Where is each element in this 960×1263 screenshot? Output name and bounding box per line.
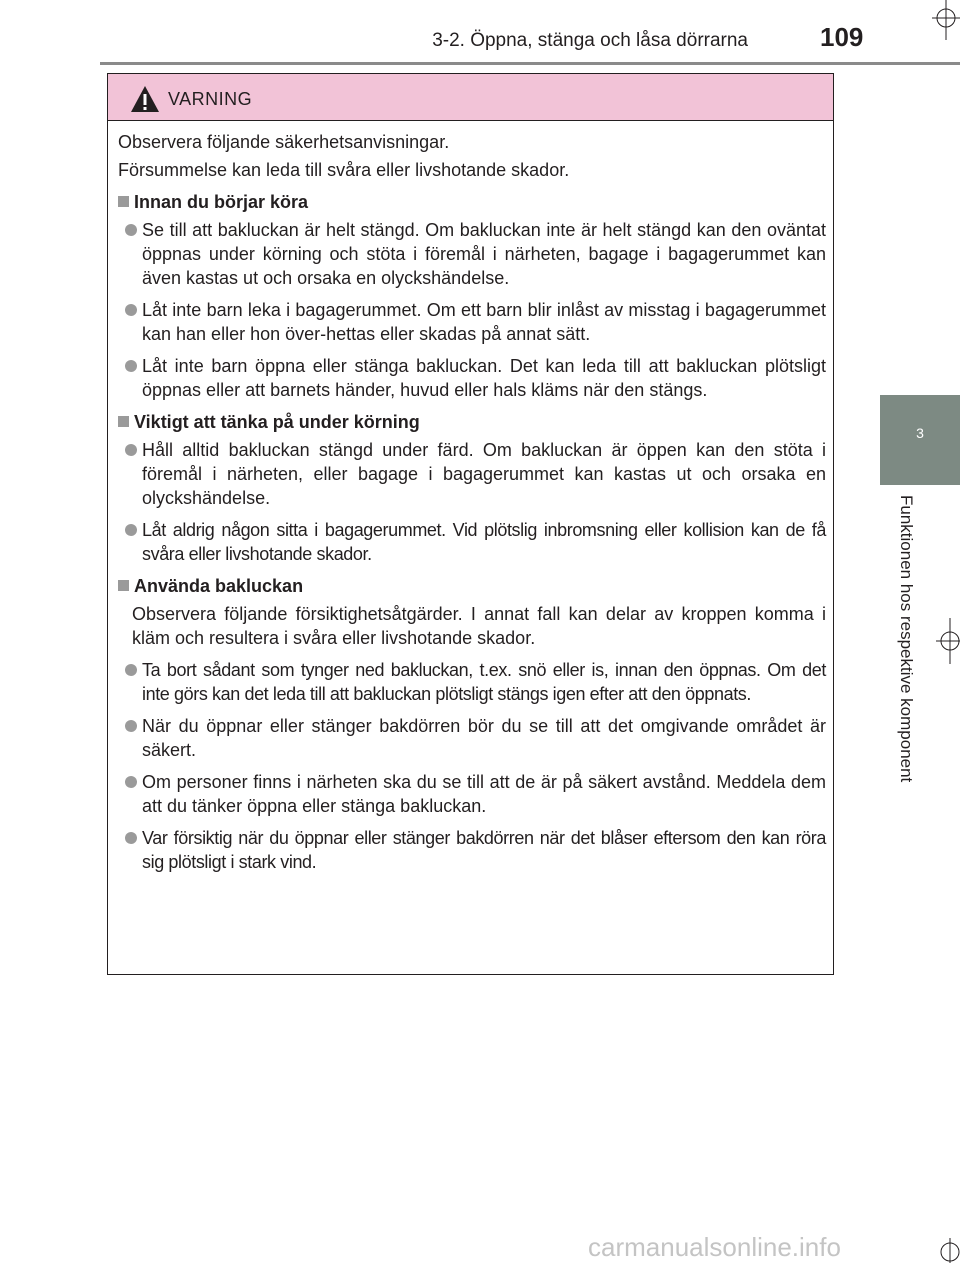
list-item: Håll alltid bakluckan stängd under färd. Om bakluckan är öppen kan den stöta i föremål i närheten, eller bagage i bagagerummet kan kastas ut och orsaka en olyckshändelse.	[118, 438, 826, 510]
list-item: Låt aldrig någon sitta i bagagerummet. Vid plötslig inbromsning eller kollision kan de få svåra eller livshotande skador.	[118, 518, 826, 566]
intro-line: Observera följande säkerhetsanvisningar.	[118, 132, 450, 152]
list-item: Låt inte barn öppna eller stänga bakluckan. Det kan leda till att bakluckan plötsligt öppnas eller att barnets händer, huvud eller hals kläms när den stängs.	[118, 354, 826, 402]
bullet-dot-icon	[125, 720, 137, 732]
chapter-tab	[880, 395, 960, 485]
square-bullet-icon	[118, 196, 129, 207]
bullet-dot-icon	[125, 304, 137, 316]
section-intro: Observera följande försiktighetsåtgärder. I annat fall kan delar av kroppen komma i kläm och resultera i svåra eller livshotande skador.	[132, 604, 826, 648]
bullet-dot-icon	[125, 524, 137, 536]
list-item: Om personer finns i närheten ska du se till att de är på säkert avstånd. Meddela dem att du tänker öppna eller stänga bakluckan.	[118, 770, 826, 818]
intro-line: Försummelse kan leda till svåra eller livshotande skador.	[118, 160, 570, 180]
chapter-title: Funktionen hos respektive komponent	[897, 495, 916, 783]
bullet-dot-icon	[125, 664, 137, 676]
warning-label: VARNING	[168, 89, 253, 109]
section-heading: Viktigt att tänka på under körning	[118, 410, 826, 434]
crop-mark-icon	[936, 618, 960, 664]
bullet-dot-icon	[125, 224, 137, 236]
list-item: Var försiktig när du öppnar eller stänger bakdörren när det blåser eftersom den kan röra sig plötsligt i stark vind.	[118, 826, 826, 874]
list-item: Låt inte barn leka i bagagerummet. Om ett barn blir inlåst av misstag i bagagerummet kan han eller hon över-hettas eller skadas på annat sätt.	[118, 298, 826, 346]
section-heading: Innan du börjar köra	[118, 190, 826, 214]
warning-header	[108, 74, 833, 121]
warning-content	[118, 130, 826, 882]
square-bullet-icon	[118, 580, 129, 591]
warning-box	[107, 73, 834, 975]
bullet-dot-icon	[125, 360, 137, 372]
section-title: 3-2. Öppna, stänga och låsa dörrarna	[432, 30, 748, 51]
list-item: När du öppnar eller stänger bakdörren bör du se till att det omgivande området är säkert.	[118, 714, 826, 762]
watermark: carmanualsonline.info	[588, 1232, 841, 1262]
header-rule	[100, 62, 960, 65]
list-item: Ta bort sådant som tynger ned bakluckan, t.ex. snö eller is, innan den öppnas. Om det inte görs kan det leda till att bakluckan plötsligt stängs igen efter att den öppnats.	[118, 658, 826, 706]
bullet-dot-icon	[125, 444, 137, 456]
chapter-number: 3	[916, 425, 924, 441]
crop-mark-icon	[936, 1238, 960, 1263]
warning-triangle-icon	[130, 85, 160, 113]
section-heading: Använda bakluckan	[118, 574, 826, 598]
square-bullet-icon	[118, 416, 129, 427]
page-number: 109	[820, 22, 864, 52]
bullet-dot-icon	[125, 776, 137, 788]
list-item: Se till att bakluckan är helt stängd. Om bakluckan inte är helt stängd kan den oväntat öppnas under körning och stöta i föremål i närheten, bagage i bagagerummet kan även kastas ut och orsaka en olyckshändelse.	[118, 218, 826, 290]
crop-mark-icon	[932, 0, 960, 40]
bullet-dot-icon	[125, 832, 137, 844]
